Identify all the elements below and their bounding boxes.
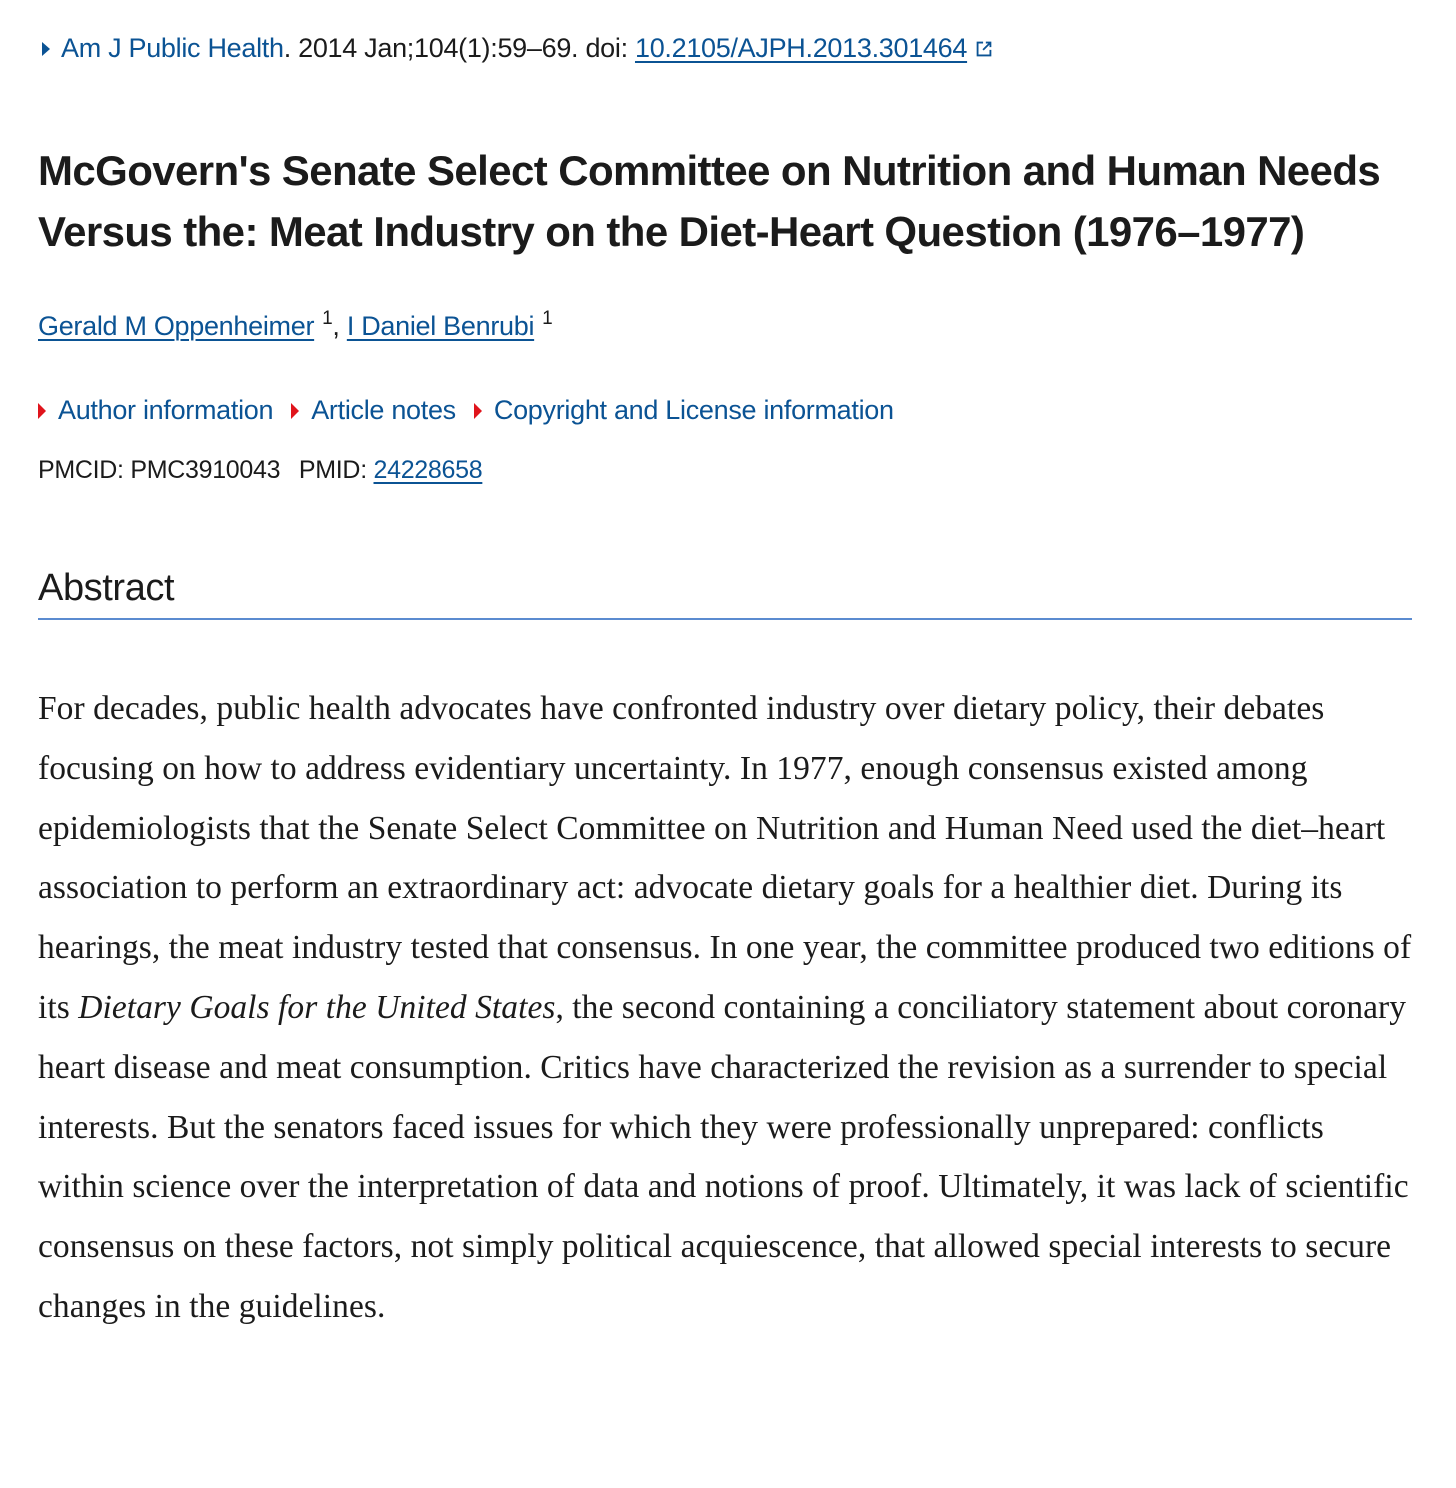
toggle-label: Copyright and License information (493, 395, 894, 425)
abstract-text-part1: For decades, public health advocates have confronted industry over dietary policy, their debates focusing on how to address evidentiary uncertainty. In 1977, enough consensus existed among epidemiologists that the Senate Select Committee on Nutrition and Human Need used the diet–heart association to perform an extraordinary act: advocate dietary goals for a healthier diet. During its hearings, the meat industry tested that consensus. In one year, the committee produced two editions of its (38, 690, 1412, 1026)
author-information-toggle[interactable] (38, 390, 273, 430)
caret-right-icon (291, 403, 299, 419)
caret-right-icon (474, 403, 482, 419)
abstract-heading: Abstract (38, 562, 1412, 620)
abstract-text (38, 679, 1418, 1337)
article-info-toggles (38, 390, 912, 430)
author-list (38, 298, 552, 347)
doi-link[interactable]: 10.2105/AJPH.2013.301464 (634, 33, 968, 63)
pmcid: PMCID: PMC3910043 (38, 456, 281, 484)
author-link[interactable]: Gerald M Oppenheimer (38, 311, 315, 341)
author-affiliation-ref[interactable]: 1 (322, 308, 333, 329)
copyright-license-toggle[interactable] (474, 390, 894, 430)
author-separator: , (332, 311, 340, 341)
toggle-label: Article notes (311, 395, 456, 425)
citation-line (38, 28, 995, 68)
external-link-icon[interactable] (973, 38, 995, 60)
abstract-italic-title: Dietary Goals for the United States (78, 988, 556, 1026)
article-title: McGovern's Senate Select Committee on Nutrition and Human Needs Versus the: Meat Industry on the Diet-Heart Question (1976–1977) (38, 147, 1381, 255)
caret-right-icon (38, 403, 46, 419)
author-link[interactable]: I Daniel Benrubi (346, 311, 535, 341)
caret-right-icon[interactable] (42, 42, 50, 56)
pmid-label: PMID: (298, 456, 367, 484)
article-identifiers (38, 450, 482, 490)
citation-details: . 2014 Jan;104(1):59–69. doi: (283, 33, 635, 63)
toggle-label: Author information (58, 395, 274, 425)
journal-link[interactable]: Am J Public Health (61, 33, 284, 63)
author-affiliation-ref[interactable]: 1 (542, 308, 553, 329)
article-notes-toggle[interactable] (291, 390, 456, 430)
abstract-text-part2: , the second containing a conciliatory statement about coronary heart disease and meat consumption. Critics have characterized the revision as a surrender to special interests. But the senators faced issues for which they were professionally unprepared: conflicts within science over the interpretation of data and notions of proof. Ultimately, it was lack of scientific consensus on these factors, not simply political acquiescence, that allowed special interests to secure changes in the guidelines. (38, 988, 1409, 1325)
pmid-link[interactable]: 24228658 (373, 456, 483, 484)
